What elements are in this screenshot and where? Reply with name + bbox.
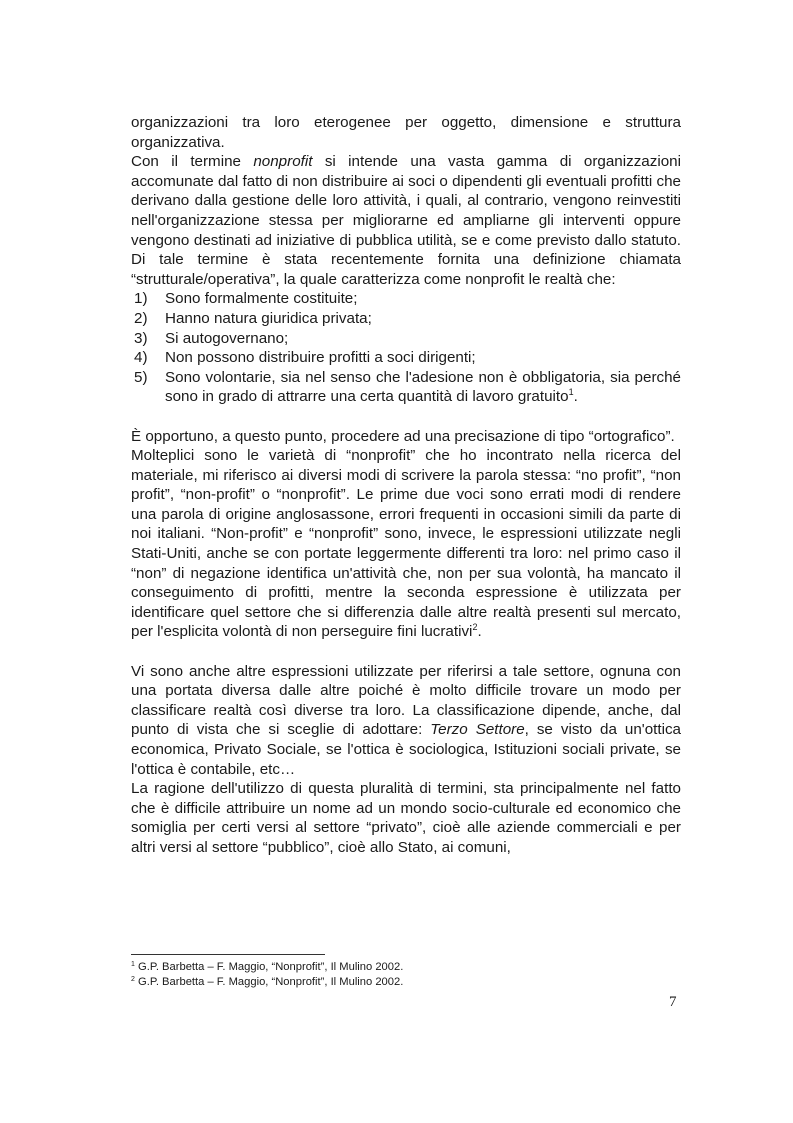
list-item (131, 309, 681, 329)
emphasis-nonprofit: nonprofit (253, 153, 313, 171)
text-run: . (477, 623, 482, 641)
list-number: 5) (134, 368, 148, 386)
list-text (165, 368, 681, 407)
list-text: Sono formalmente costituite; (165, 290, 358, 308)
text-run: Con il termine (131, 153, 254, 171)
list-text: Si autogovernano; (165, 329, 289, 347)
list-item (131, 329, 681, 349)
text-run: , se visto da un'ottica economica, Privato Sociale, se l'ottica è sociologica, Istituzioni sociali private, se l'ottica è contabile, etc… (131, 721, 681, 778)
list-number: 3) (134, 329, 148, 347)
footnote (131, 960, 681, 975)
list-number: 1) (134, 290, 148, 308)
list-text: Non possono distribuire profitti a soci dirigenti; (165, 349, 476, 367)
paragraph: È opportuno, a questo punto, procedere ad una precisazione di tipo “ortografico”. (131, 427, 675, 445)
footnote-text: G.P. Barbetta – F. Maggio, “Nonprofit”, Il Mulino 2002. (134, 975, 404, 988)
paragraph: La ragione dell'utilizzo di questa pluralità di termini, sta principalmente nel fatto che è difficile attribuire un nome ad un mondo socio-culturale ed economico che somiglia per certi versi al settore “privato”, cioè alle aziende commerciali e per altri versi al settore “pubblico”, cioè allo Stato, ai comuni, (131, 780, 681, 856)
paragraph (131, 446, 681, 642)
paragraph (131, 152, 681, 289)
requirements-list (131, 289, 681, 407)
footnote-text: G.P. Barbetta – F. Maggio, “Nonprofit”, Il Mulino 2002. (134, 961, 404, 973)
list-text: Hanno natura giuridica privata; (165, 309, 372, 327)
list-number: 2) (134, 309, 148, 327)
page-body (131, 113, 681, 858)
list-item (131, 368, 681, 407)
footnote-ref-1[interactable]: 1 (568, 387, 574, 398)
paragraph: organizzazioni tra loro eterogenee per oggetto, dimensione e struttura organizzativa. (131, 114, 681, 151)
paragraph (131, 662, 681, 780)
footnote (131, 975, 681, 990)
list-item (131, 289, 681, 309)
text-run: Vi sono anche altre espressioni utilizzate per riferirsi a tale settore, ognuna con una portata diversa dalle altre poiché è molto difficile trovare un modo per classificare realtà così diverse tra loro. La classificazione dipende, anche, dal punto di vista che si sceglie di adottare: (131, 662, 681, 739)
list-number: 4) (134, 349, 148, 367)
emphasis-terzo-settore: Terzo Settore (430, 721, 525, 739)
footnote-ref-2[interactable]: 2 (472, 622, 478, 633)
text-run: Molteplici sono le varietà di “nonprofit” che ho incontrato nella ricerca del materiale, mi riferisco ai diversi modi di scrivere la parola stessa: “no profit”, “non profit”, “non-profit” o “nonprofit”. Le prime due voci sono errati modi di rendere una parola di origine anglosassone, errori frequenti in occasioni simili da parte di noi italiani. “Non-profit” e “nonprofit” sono, invece, le espressioni utilizzate negli Stati-Uniti, anche se con portate leggermente differenti tra loro: nel primo caso il “non” di negazione identifica un'attività che, non per sua volontà, ha mancato il conseguimento di profitti, mentre la seconda espressione è utilizzata per identificare quel settore che si differenzia dalle altre realtà presenti sul mercato, per l'esplicita volontà di non perseguire fini lucrativi (131, 447, 681, 641)
footnote-separator (131, 954, 325, 955)
text-run: si intende una vasta gamma di organizzazioni accomunate dal fatto di non distribuire ai soci o dipendenti gli eventuali profitti che derivano dalla gestione delle loro attività, i quali, al contrario, vengono reinvestiti nell'organizzazione stessa per migliorarne ed ampliarne gli interventi oppure vengono destinati ad iniziative di pubblica utilità, se e come previsto dallo statuto. Di tale termine è stata recentemente fornita una definizione chiamata “strutturale/operativa”, la quale caratterizza come nonprofit le realtà che: (131, 153, 681, 288)
footnote-mark: 1 (131, 961, 135, 968)
list-item (131, 348, 681, 368)
footnote-mark: 2 (131, 975, 135, 983)
text-run: . (573, 388, 578, 406)
page-number: 7 (669, 994, 677, 1010)
text-run: Sono volontarie, sia nel senso che l'adesione non è obbligatoria, sia perché sono in grado di attrarre una certa quantità di lavoro gratuito (165, 368, 681, 406)
footnotes (131, 954, 681, 989)
